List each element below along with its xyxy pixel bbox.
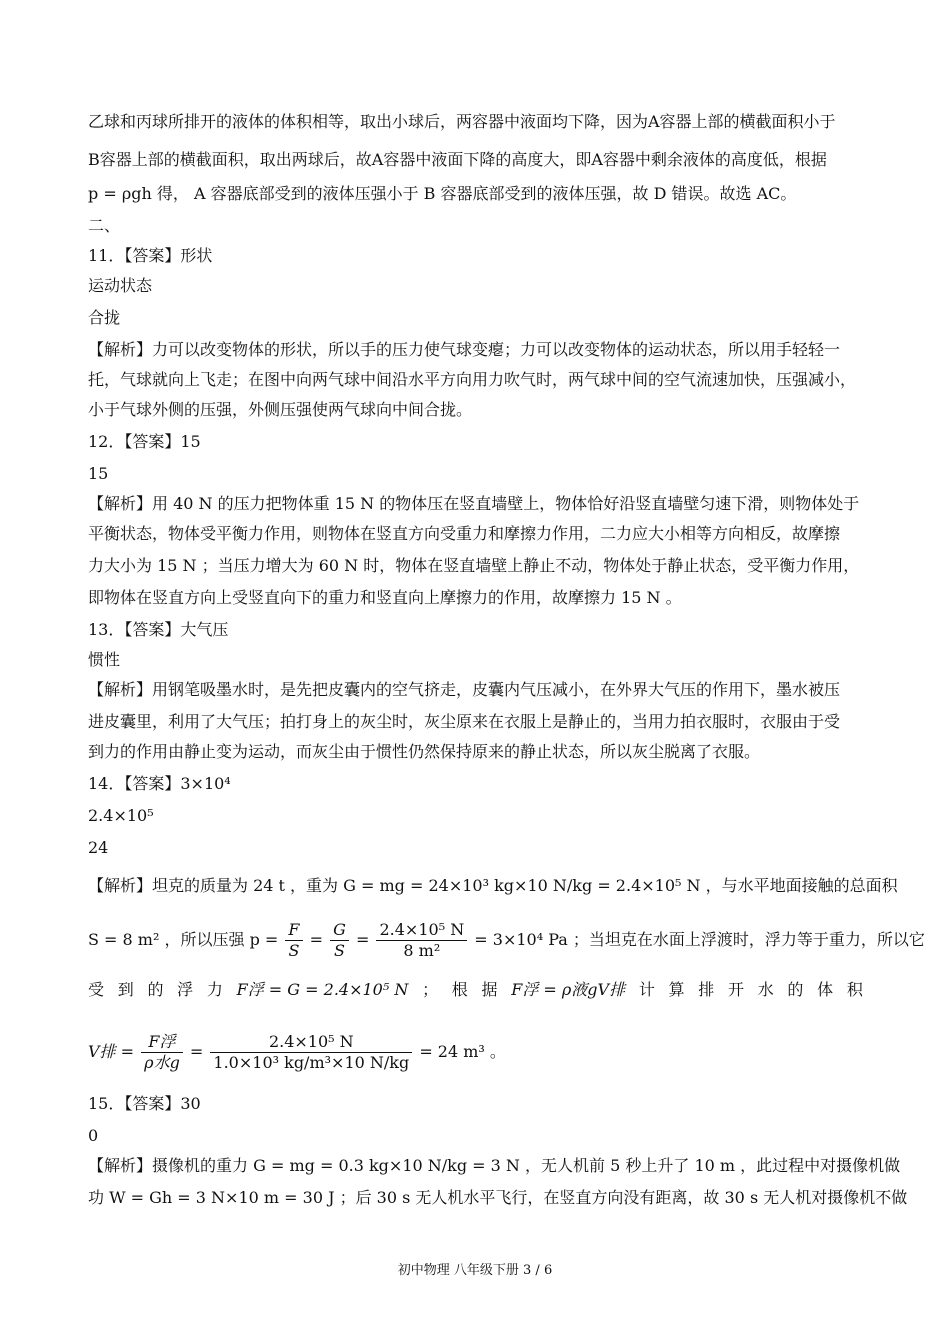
answer-line: 2.4×10⁵ [88, 806, 154, 825]
word: 算 [668, 980, 685, 999]
answer-line: 运动状态 [88, 276, 153, 295]
explanation-line: 进皮囊里，利用了大气压；拍打身上的灰尘时，灰尘原来在衣服上是静止的，当用力拍衣服时，衣服由于受 [88, 712, 841, 731]
word: 根 [451, 980, 468, 999]
denominator: 1.0×10³ kg/m³×10 N/kg [213, 1053, 410, 1072]
denominator: ρ水g [144, 1053, 180, 1072]
answer-line: 合拢 [88, 308, 121, 327]
explanation-line: 平衡状态，物体受平衡力作用，则物体在竖直方向受重力和摩擦力作用，二力应大小相等方向相反，故摩擦 [88, 524, 841, 543]
word: 浮 [177, 980, 194, 999]
denominator: S [288, 941, 300, 960]
text-line: B容器上部的横截面积，取出两球后，故A容器中液面下降的高度大，即A容器中剩余液体的高度低，根据 [88, 150, 827, 169]
word: 据 [481, 980, 498, 999]
fraction [376, 920, 467, 961]
word: 计 [638, 980, 655, 999]
explanation-line: 【解析】摄像机的重力 G = mg = 0.3 kg×10 N/kg = 3 N ，无人机前 5 秒上升了 10 m ，此过程中对摄像机做 [88, 1156, 901, 1175]
formula: F浮 = ρ液gV排 [511, 980, 626, 999]
equation-text: S = 8 m² ，所以压强 p = [88, 930, 279, 949]
answer-line: 0 [88, 1126, 99, 1145]
word: 开 [727, 980, 744, 999]
page-footer: 初中物理 八年级下册 3 / 6 [397, 1263, 553, 1278]
equation-text: = 3×10⁴ Pa ；当坦克在水面上浮渡时，浮力等于重力，所以它 [474, 930, 925, 949]
justified-line [88, 980, 863, 1000]
explanation-line: 功 W = Gh = 3 N×10 m = 30 J ；后 30 s 无人机水平飞行，在竖直方向没有距离，故 30 s 无人机对摄像机不做 [88, 1188, 908, 1207]
explanation-line: 【解析】用 40 N 的压力把物体重 15 N 的物体压在竖直墙壁上，物体恰好沿竖直墙壁匀速下滑，则物体处于 [88, 494, 860, 513]
fraction [210, 1032, 412, 1073]
explanation-line: 到力的作用由静止变为运动，而灰尘由于惯性仍然保持原来的静止状态，所以灰尘脱离了衣服。 [88, 742, 761, 761]
word: 排 [698, 980, 715, 999]
answer-heading: 15．【答案】30 [88, 1094, 201, 1113]
numerator: F [285, 920, 302, 941]
numerator: 2.4×10⁵ N [210, 1032, 412, 1053]
denominator: S [334, 941, 345, 960]
fraction [141, 1032, 183, 1073]
word: 积 [846, 980, 863, 999]
word: 的 [787, 980, 804, 999]
explanation-line: 【解析】坦克的质量为 24 t ，重为 G = mg = 24×10³ kg×10 N/kg = 2.4×10⁵ N ，与水平地面接触的总面积 [88, 876, 898, 895]
answer-heading: 14．【答案】3×10⁴ [88, 774, 231, 793]
word: 的 [147, 980, 164, 999]
numerator: F浮 [141, 1032, 183, 1053]
formula: F浮 = G = 2.4×10⁵ N [236, 980, 409, 999]
numerator: 2.4×10⁵ N [376, 920, 467, 941]
word: 体 [817, 980, 834, 999]
answer-heading: 11．【答案】形状 [88, 246, 213, 265]
explanation-line: 【解析】力可以改变物体的形状，所以手的压力使气球变瘪；力可以改变物体的运动状态，所以用手轻轻一 [88, 340, 841, 359]
section-heading: 二、 [88, 216, 121, 235]
answer-heading: 13．【答案】大气压 [88, 620, 229, 639]
answer-heading: 12．【答案】15 [88, 432, 201, 451]
explanation-line: 即物体在竖直方向上受竖直向下的重力和竖直向上摩擦力的作用，故摩擦力 15 N 。 [88, 588, 682, 607]
equation-text: V排 = [88, 1042, 135, 1061]
explanation-line: 【解析】用钢笔吸墨水时，是先把皮囊内的空气挤走，皮囊内气压减小，在外界大气压的作用下，墨水被压 [88, 680, 841, 699]
fraction [330, 920, 349, 961]
answer-line: 15 [88, 464, 109, 483]
answer-line: 24 [88, 838, 109, 857]
word: ； [422, 980, 439, 999]
equation-text: = 24 m³ 。 [419, 1042, 506, 1061]
text-line: 乙球和丙球所排开的液体的体积相等，取出小球后，两容器中液面均下降，因为A容器上部的横截面积小于 [88, 112, 836, 131]
explanation-line: 力大小为 15 N ；当压力增大为 60 N 时，物体在竖直墙壁上静止不动，物体处于静止状态，受平衡力作用， [88, 556, 860, 575]
answer-line: 惯性 [88, 650, 121, 669]
explanation-line: 托，气球就向上飞走；在图中向两气球中间沿水平方向用力吹气时，两气球中间的空气流速加快，压强减小， [88, 370, 857, 389]
equation-line: V排 = $\frac{\text{F浮}}{\text{ρ水g}}$ = $\frac{\text{2.4×10⁵ N}}{\text{1.0×10³ kg/m³×10 N/kg}}$ = 24 m³ 。 [88, 1032, 506, 1072]
numerator: G [330, 920, 349, 941]
explanation-line: 小于气球外侧的压强，外侧压强使两气球向中间合拢。 [88, 400, 473, 419]
text-line: p = ρgh 得， A 容器底部受到的液体压强小于 B 容器底部受到的液体压强，故 D 错误。故选 AC。 [88, 184, 797, 203]
word: 受 [88, 980, 105, 999]
word: 水 [757, 980, 774, 999]
denominator: 8 m² [403, 941, 441, 960]
equation-line: S = 8 m² ，所以压强 p = $\frac{F}{S}$ = $\frac{G}{S}$ = $\frac{\text{2.4×10⁵ N}}{\text{8 m²}}$ = 3×10⁴ Pa ；当坦克在水面上浮渡时，浮力等于重力，所以它 [88, 920, 925, 960]
fraction [285, 920, 302, 961]
word: 力 [206, 980, 223, 999]
word: 到 [117, 980, 134, 999]
